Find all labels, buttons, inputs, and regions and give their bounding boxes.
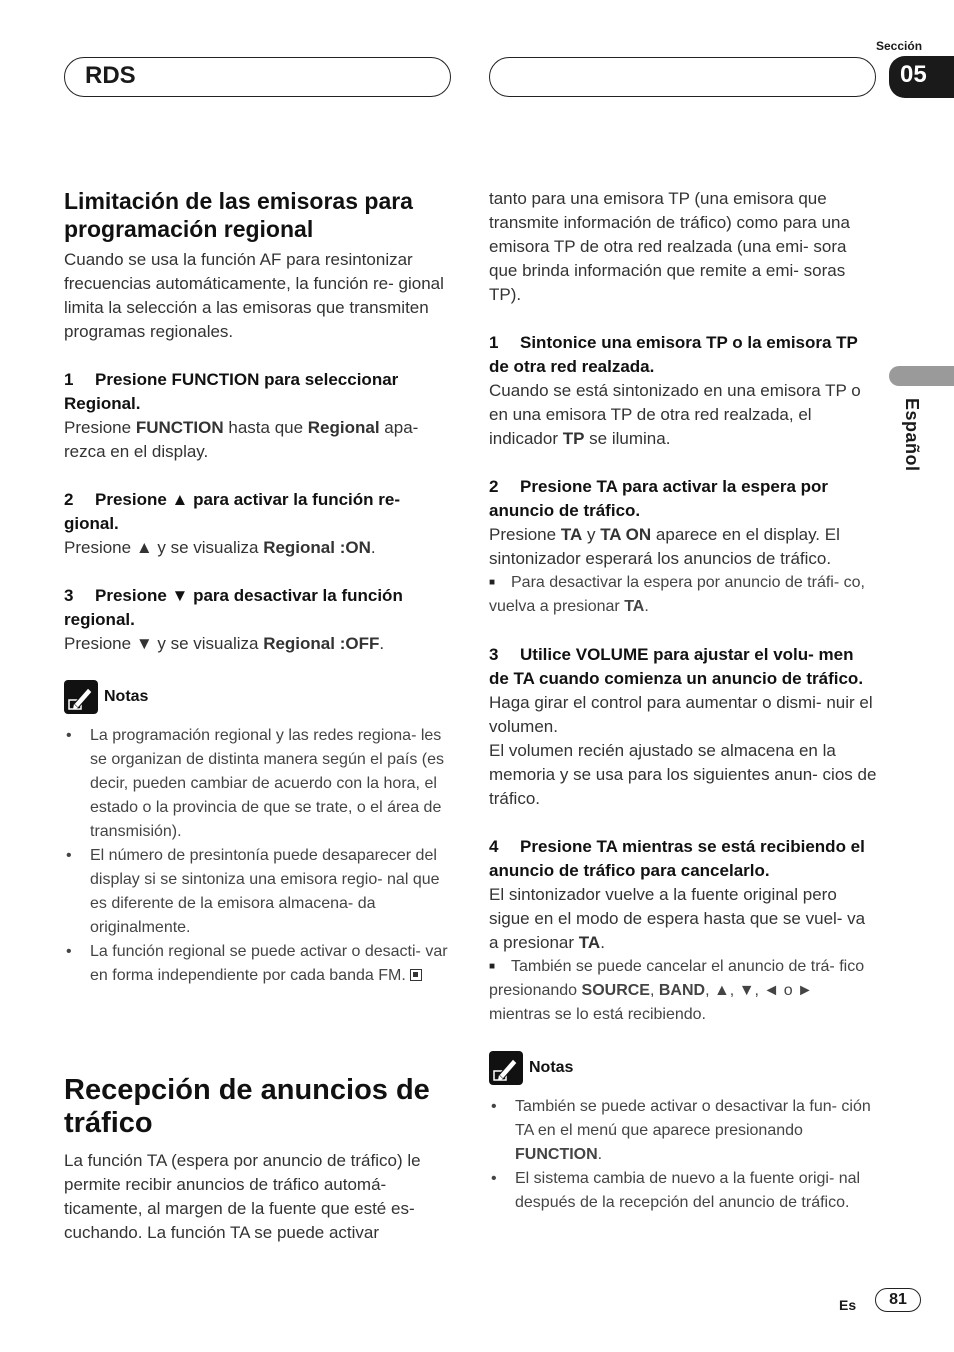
step-body: El volumen recién ajustado se almacena en la memoria y se usa para los siguientes anun- cios de tráfico.: [489, 741, 877, 808]
heading-traffic: Recepción de anuncios de tráfico: [64, 1074, 430, 1139]
step-body: Cuando se está sintonizado en una emisora TP o en una emisora TP de otra red realzada, el indicador TP se ilumina.: [489, 381, 861, 448]
heading-regional: Limitación de las emisoras para programación regional: [64, 188, 413, 242]
notes-list: [489, 1095, 878, 1215]
paragraph-traffic: La función TA (espera por anuncio de tráfico) le permite recibir anuncios de tráfico automá- ticamente, al margen de la fuente que esté es- cuchando. La función TA se puede activar: [64, 1151, 421, 1242]
note-item: • La programación regional y las redes regiona- les se organizan de distinta manera según el país (es decir, pueden cambiar de acuerdo con la hora, el estado o la provincia de que se trate, o el área de transmisión).: [64, 724, 452, 844]
step-body: Presione FUNCTION hasta que Regional apa- rezca en el display.: [64, 418, 419, 461]
paragraph-continued: tanto para una emisora TP (una emisora que transmite información de tráfico) como para una emisora TP de otra red realzada (una emi- sora que brinda información que remite a emi- soras TP).: [489, 189, 850, 304]
step-block: [489, 475, 878, 619]
end-mark-icon: [410, 969, 422, 981]
left-column: [64, 187, 452, 988]
step-body: Presione ▼ y se visualiza Regional :OFF.: [64, 634, 385, 653]
square-bullet-icon: ■: [489, 961, 496, 972]
step-block: [489, 331, 878, 451]
note-item: • También se puede activar o desactivar la fun- ción TA en el menú que aparece presionando FUNCTION.: [489, 1095, 878, 1167]
notes-header: [489, 1051, 878, 1085]
note-item: • La función regional se puede activar o desacti- var en forma independiente por cada banda FM.: [64, 940, 452, 988]
notes-header: [64, 680, 452, 714]
section-number-badge: 05: [889, 56, 954, 98]
step-tip: ■ Para desactivar la espera por anuncio de tráfi- co, vuelva a presionar TA.: [489, 571, 878, 619]
header-blank-pill: [489, 57, 876, 97]
step-title: 2 Presione ▲ para activar la función re- gional.: [64, 490, 400, 533]
square-bullet-icon: ■: [489, 577, 496, 588]
language-tab: [889, 366, 954, 386]
step-block: [489, 643, 878, 811]
language-label: Español: [902, 398, 922, 472]
notes-list: [64, 724, 452, 988]
step-title: 1 Sintonice una emisora TP o la emisora TP de otra red realzada.: [489, 333, 858, 376]
step-body: Presione TA y TA ON aparece en el display. El sintonizador esperará los anuncios de tráfico.: [489, 525, 840, 568]
note-item: • El sistema cambia de nuevo a la fuente origi- nal después de la recepción del anuncio de tráfico.: [489, 1167, 878, 1215]
step-tip: ■ También se puede cancelar el anuncio de trá- fico presionando SOURCE, BAND, ▲, ▼, ◄ o ► mientras se lo está recibiendo.: [489, 955, 878, 1027]
pencil-icon: [489, 1051, 523, 1085]
page-number: 81: [875, 1288, 921, 1312]
step-block: [489, 835, 878, 1027]
step-title: 3 Utilice VOLUME para ajustar el volu- men de TA cuando comienza un anuncio de tráfico.: [489, 645, 864, 688]
section-title-pill: [64, 57, 451, 97]
footer-language-code: Es: [839, 1297, 857, 1313]
step-block: [64, 584, 452, 656]
step-body: Presione ▲ y se visualiza Regional :ON.: [64, 538, 376, 557]
step-title: 3 Presione ▼ para desactivar la función regional.: [64, 586, 403, 629]
notes-title: Notas: [104, 688, 149, 705]
note-item: • El número de presintonía puede desaparecer del display si se sintoniza una emisora regio- nal que es diferente de la emisora almacena- da originalmente.: [64, 844, 452, 940]
step-body: Haga girar el control para aumentar o dismi- nuir el volumen.: [489, 693, 873, 736]
section-label: Sección: [876, 39, 923, 53]
step-block: [64, 368, 452, 464]
right-column: [489, 187, 878, 1215]
step-title: 2 Presione TA para activar la espera por anuncio de tráfico.: [489, 477, 829, 520]
section-title: RDS: [85, 62, 136, 89]
paragraph-regional: Cuando se usa la función AF para resintonizar frecuencias automáticamente, la función re- gional limita la selección a las emisoras que transmiten programas regionales.: [64, 250, 444, 341]
step-title: 4 Presione TA mientras se está recibiendo el anuncio de tráfico para cancelarlo.: [489, 837, 865, 880]
traffic-section: [64, 1074, 452, 1245]
pencil-icon: [64, 680, 98, 714]
notes-title: Notas: [529, 1059, 574, 1076]
step-title: 1 Presione FUNCTION para seleccionar Regional.: [64, 370, 399, 413]
step-block: [64, 488, 452, 560]
step-body: El sintonizador vuelve a la fuente original pero sigue en el modo de espera hasta que se vuel- va a presionar TA.: [489, 885, 866, 952]
